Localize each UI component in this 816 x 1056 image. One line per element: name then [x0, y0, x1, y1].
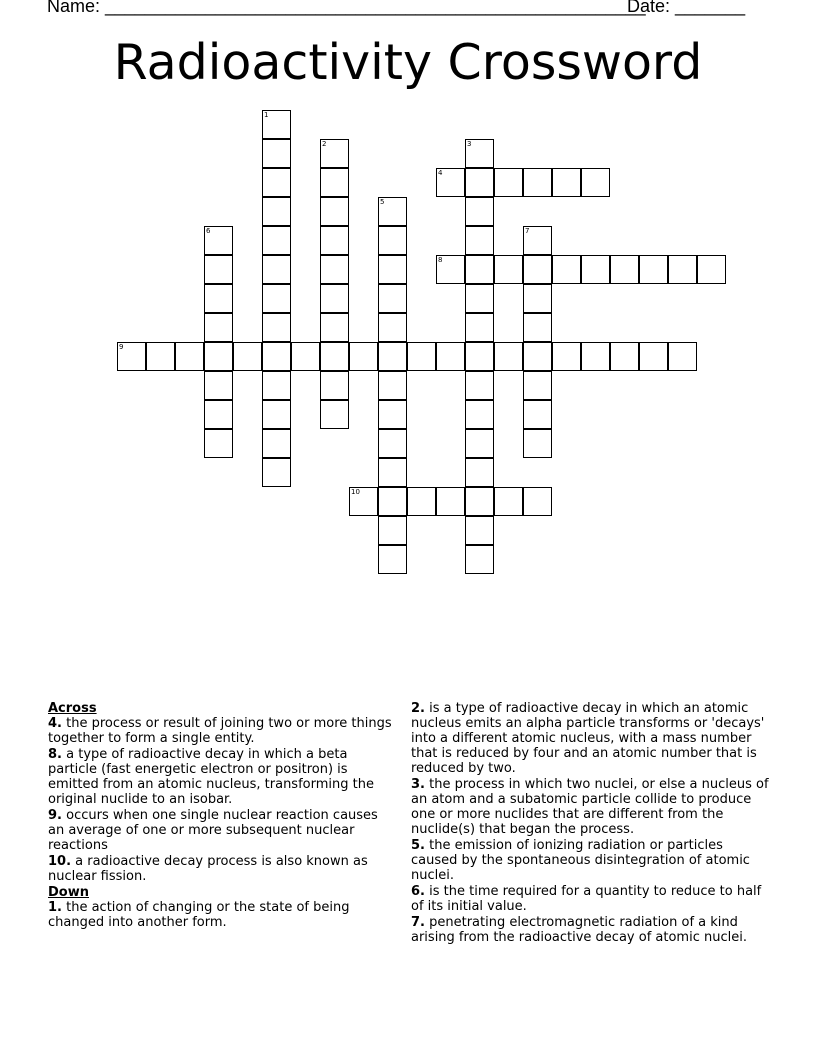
grid-cell[interactable]	[320, 342, 349, 371]
clue-number: 4.	[48, 716, 62, 731]
grid-cell[interactable]	[262, 429, 291, 458]
grid-cell[interactable]	[204, 255, 233, 284]
clue-across	[48, 808, 393, 853]
grid-cell[interactable]	[610, 342, 639, 371]
grid-cell[interactable]	[552, 255, 581, 284]
clue-text: is the time required for a quantity to reduce to half of its initial value.	[411, 884, 762, 914]
grid-cell[interactable]	[465, 487, 494, 516]
clue-number: 7.	[411, 915, 425, 930]
grid-cell[interactable]	[262, 342, 291, 371]
grid-cell[interactable]	[262, 197, 291, 226]
grid-cell[interactable]	[407, 342, 436, 371]
grid-cell[interactable]	[465, 458, 494, 487]
grid-cell[interactable]	[523, 429, 552, 458]
clue-text: the action of changing or the state of being changed into another form.	[48, 900, 350, 930]
grid-cell[interactable]	[320, 226, 349, 255]
grid-cell[interactable]	[610, 255, 639, 284]
clue-down	[411, 701, 771, 776]
grid-cell[interactable]	[639, 255, 668, 284]
cell-number: 2	[322, 140, 327, 148]
grid-cell[interactable]	[262, 313, 291, 342]
page-title: Radioactivity Crossword	[113, 34, 703, 91]
cell-number: 6	[206, 227, 211, 235]
grid-cell[interactable]	[320, 313, 349, 342]
cell-number: 1	[264, 111, 269, 119]
grid-cell[interactable]	[697, 255, 726, 284]
cell-number: 10	[351, 488, 360, 496]
grid-cell[interactable]	[349, 487, 378, 516]
grid-cell[interactable]	[465, 429, 494, 458]
grid-cell[interactable]	[436, 168, 465, 197]
grid-cell[interactable]	[465, 313, 494, 342]
clue-text: the process or result of joining two or more things together to form a single entity.	[48, 716, 392, 746]
clue-down	[48, 900, 393, 930]
grid-cell[interactable]	[378, 313, 407, 342]
clues-column-right	[411, 701, 771, 946]
grid-cell[interactable]	[378, 429, 407, 458]
grid-cell[interactable]	[436, 255, 465, 284]
grid-cell[interactable]	[175, 342, 204, 371]
grid-cell[interactable]	[378, 226, 407, 255]
grid-cell[interactable]	[494, 342, 523, 371]
clue-text: the emission of ionizing radiation or particles caused by the spontaneous disintegration of atomic nuclei.	[411, 838, 750, 883]
grid-cell[interactable]	[204, 226, 233, 255]
clue-text: the process in which two nuclei, or else a nucleus of an atom and a subatomic particle collide to produce one or more nuclides that are different from the nuclide(s) that began the process.	[411, 777, 769, 837]
clue-across	[48, 854, 393, 884]
grid-cell[interactable]	[320, 284, 349, 313]
grid-cell[interactable]	[465, 139, 494, 168]
grid-cell[interactable]	[494, 487, 523, 516]
clue-number: 10.	[48, 854, 72, 869]
grid-cell[interactable]	[262, 139, 291, 168]
clue-number: 8.	[48, 747, 62, 762]
down-heading: Down	[48, 885, 89, 900]
grid-cell[interactable]	[378, 284, 407, 313]
grid-cell[interactable]	[204, 371, 233, 400]
grid-cell[interactable]	[320, 168, 349, 197]
across-heading: Across	[48, 701, 97, 716]
grid-cell[interactable]	[320, 255, 349, 284]
grid-cell[interactable]	[465, 284, 494, 313]
clue-across	[48, 716, 393, 746]
grid-cell[interactable]	[668, 255, 697, 284]
grid-cell[interactable]	[494, 168, 523, 197]
grid-cell[interactable]	[378, 400, 407, 429]
clue-down	[411, 915, 771, 945]
grid-cell[interactable]	[465, 226, 494, 255]
grid-cell[interactable]	[378, 342, 407, 371]
grid-cell[interactable]	[262, 284, 291, 313]
grid-cell[interactable]	[204, 429, 233, 458]
grid-cell[interactable]	[262, 168, 291, 197]
grid-cell[interactable]	[378, 255, 407, 284]
grid-cell[interactable]	[320, 400, 349, 429]
name-field-label: Name: ______________________________________________________	[47, 0, 646, 16]
cell-number: 8	[438, 256, 443, 264]
clue-text: is a type of radioactive decay in which an atomic nucleus emits an alpha particle transforms or 'decays' into a different atomic nucleus, with a mass number that is reduced by four and an atomic number that is reduced by two.	[411, 701, 765, 776]
grid-cell[interactable]	[436, 487, 465, 516]
grid-cell[interactable]	[204, 342, 233, 371]
clue-text: occurs when one single nuclear reaction causes an average of one or more subsequent nuclear reactions	[48, 808, 378, 853]
cell-number: 4	[438, 169, 443, 177]
grid-cell[interactable]	[291, 342, 320, 371]
grid-cell[interactable]	[465, 255, 494, 284]
clue-text: a type of radioactive decay in which a beta particle (fast energetic electron or positron) is emitted from an atomic nucleus, transforming the original nuclide to an isobar.	[48, 747, 374, 807]
grid-cell[interactable]	[320, 197, 349, 226]
grid-cell[interactable]	[523, 284, 552, 313]
grid-cell[interactable]	[378, 458, 407, 487]
clue-down	[411, 838, 771, 883]
clue-number: 3.	[411, 777, 425, 792]
grid-cell[interactable]	[233, 342, 262, 371]
grid-cell[interactable]	[552, 342, 581, 371]
grid-cell[interactable]	[320, 371, 349, 400]
grid-cell[interactable]	[465, 400, 494, 429]
grid-cell[interactable]	[523, 168, 552, 197]
grid-cell[interactable]	[465, 342, 494, 371]
clues-column-left	[48, 701, 393, 931]
grid-cell[interactable]	[465, 197, 494, 226]
grid-cell[interactable]	[523, 255, 552, 284]
grid-cell[interactable]	[262, 371, 291, 400]
clue-down	[411, 884, 771, 914]
clue-number: 9.	[48, 808, 62, 823]
grid-cell[interactable]	[523, 313, 552, 342]
clue-number: 1.	[48, 900, 62, 915]
clue-text: a radioactive decay process is also known as nuclear fission.	[48, 854, 368, 884]
clue-across	[48, 747, 393, 807]
grid-cell[interactable]	[146, 342, 175, 371]
grid-cell[interactable]	[204, 313, 233, 342]
grid-cell[interactable]	[204, 284, 233, 313]
grid-cell[interactable]	[523, 371, 552, 400]
grid-cell[interactable]	[523, 342, 552, 371]
clue-number: 6.	[411, 884, 425, 899]
grid-cell[interactable]	[378, 516, 407, 545]
grid-cell[interactable]	[465, 516, 494, 545]
cell-number: 5	[380, 198, 385, 206]
clue-down	[411, 777, 771, 837]
grid-cell[interactable]	[581, 168, 610, 197]
grid-cell[interactable]	[668, 342, 697, 371]
clue-number: 5.	[411, 838, 425, 853]
grid-cell[interactable]	[262, 458, 291, 487]
cell-number: 3	[467, 140, 472, 148]
grid-cell[interactable]	[581, 255, 610, 284]
grid-cell[interactable]	[523, 400, 552, 429]
grid-cell[interactable]	[436, 342, 465, 371]
grid-cell[interactable]	[639, 342, 668, 371]
grid-cell[interactable]	[204, 400, 233, 429]
grid-cell[interactable]	[378, 371, 407, 400]
grid-cell[interactable]	[262, 400, 291, 429]
grid-cell[interactable]	[320, 139, 349, 168]
cell-number: 7	[525, 227, 530, 235]
grid-cell[interactable]	[378, 197, 407, 226]
grid-cell[interactable]	[523, 226, 552, 255]
date-field-label: Date: _______	[627, 0, 746, 16]
grid-cell[interactable]	[552, 168, 581, 197]
grid-cell[interactable]	[494, 255, 523, 284]
grid-cell[interactable]	[378, 545, 407, 574]
grid-cell[interactable]	[465, 371, 494, 400]
grid-cell[interactable]	[262, 255, 291, 284]
grid-cell[interactable]	[378, 487, 407, 516]
clue-text: penetrating electromagnetic radiation of a kind arising from the radioactive decay of atomic nuclei.	[411, 915, 747, 945]
cell-number: 9	[119, 343, 124, 351]
grid-cell[interactable]	[349, 342, 378, 371]
grid-cell[interactable]	[262, 226, 291, 255]
grid-cell[interactable]	[117, 342, 146, 371]
grid-cell[interactable]	[465, 545, 494, 574]
grid-cell[interactable]	[262, 110, 291, 139]
grid-cell[interactable]	[581, 342, 610, 371]
grid-cell[interactable]	[523, 487, 552, 516]
grid-cell[interactable]	[465, 168, 494, 197]
grid-cell[interactable]	[407, 487, 436, 516]
clue-number: 2.	[411, 701, 425, 716]
